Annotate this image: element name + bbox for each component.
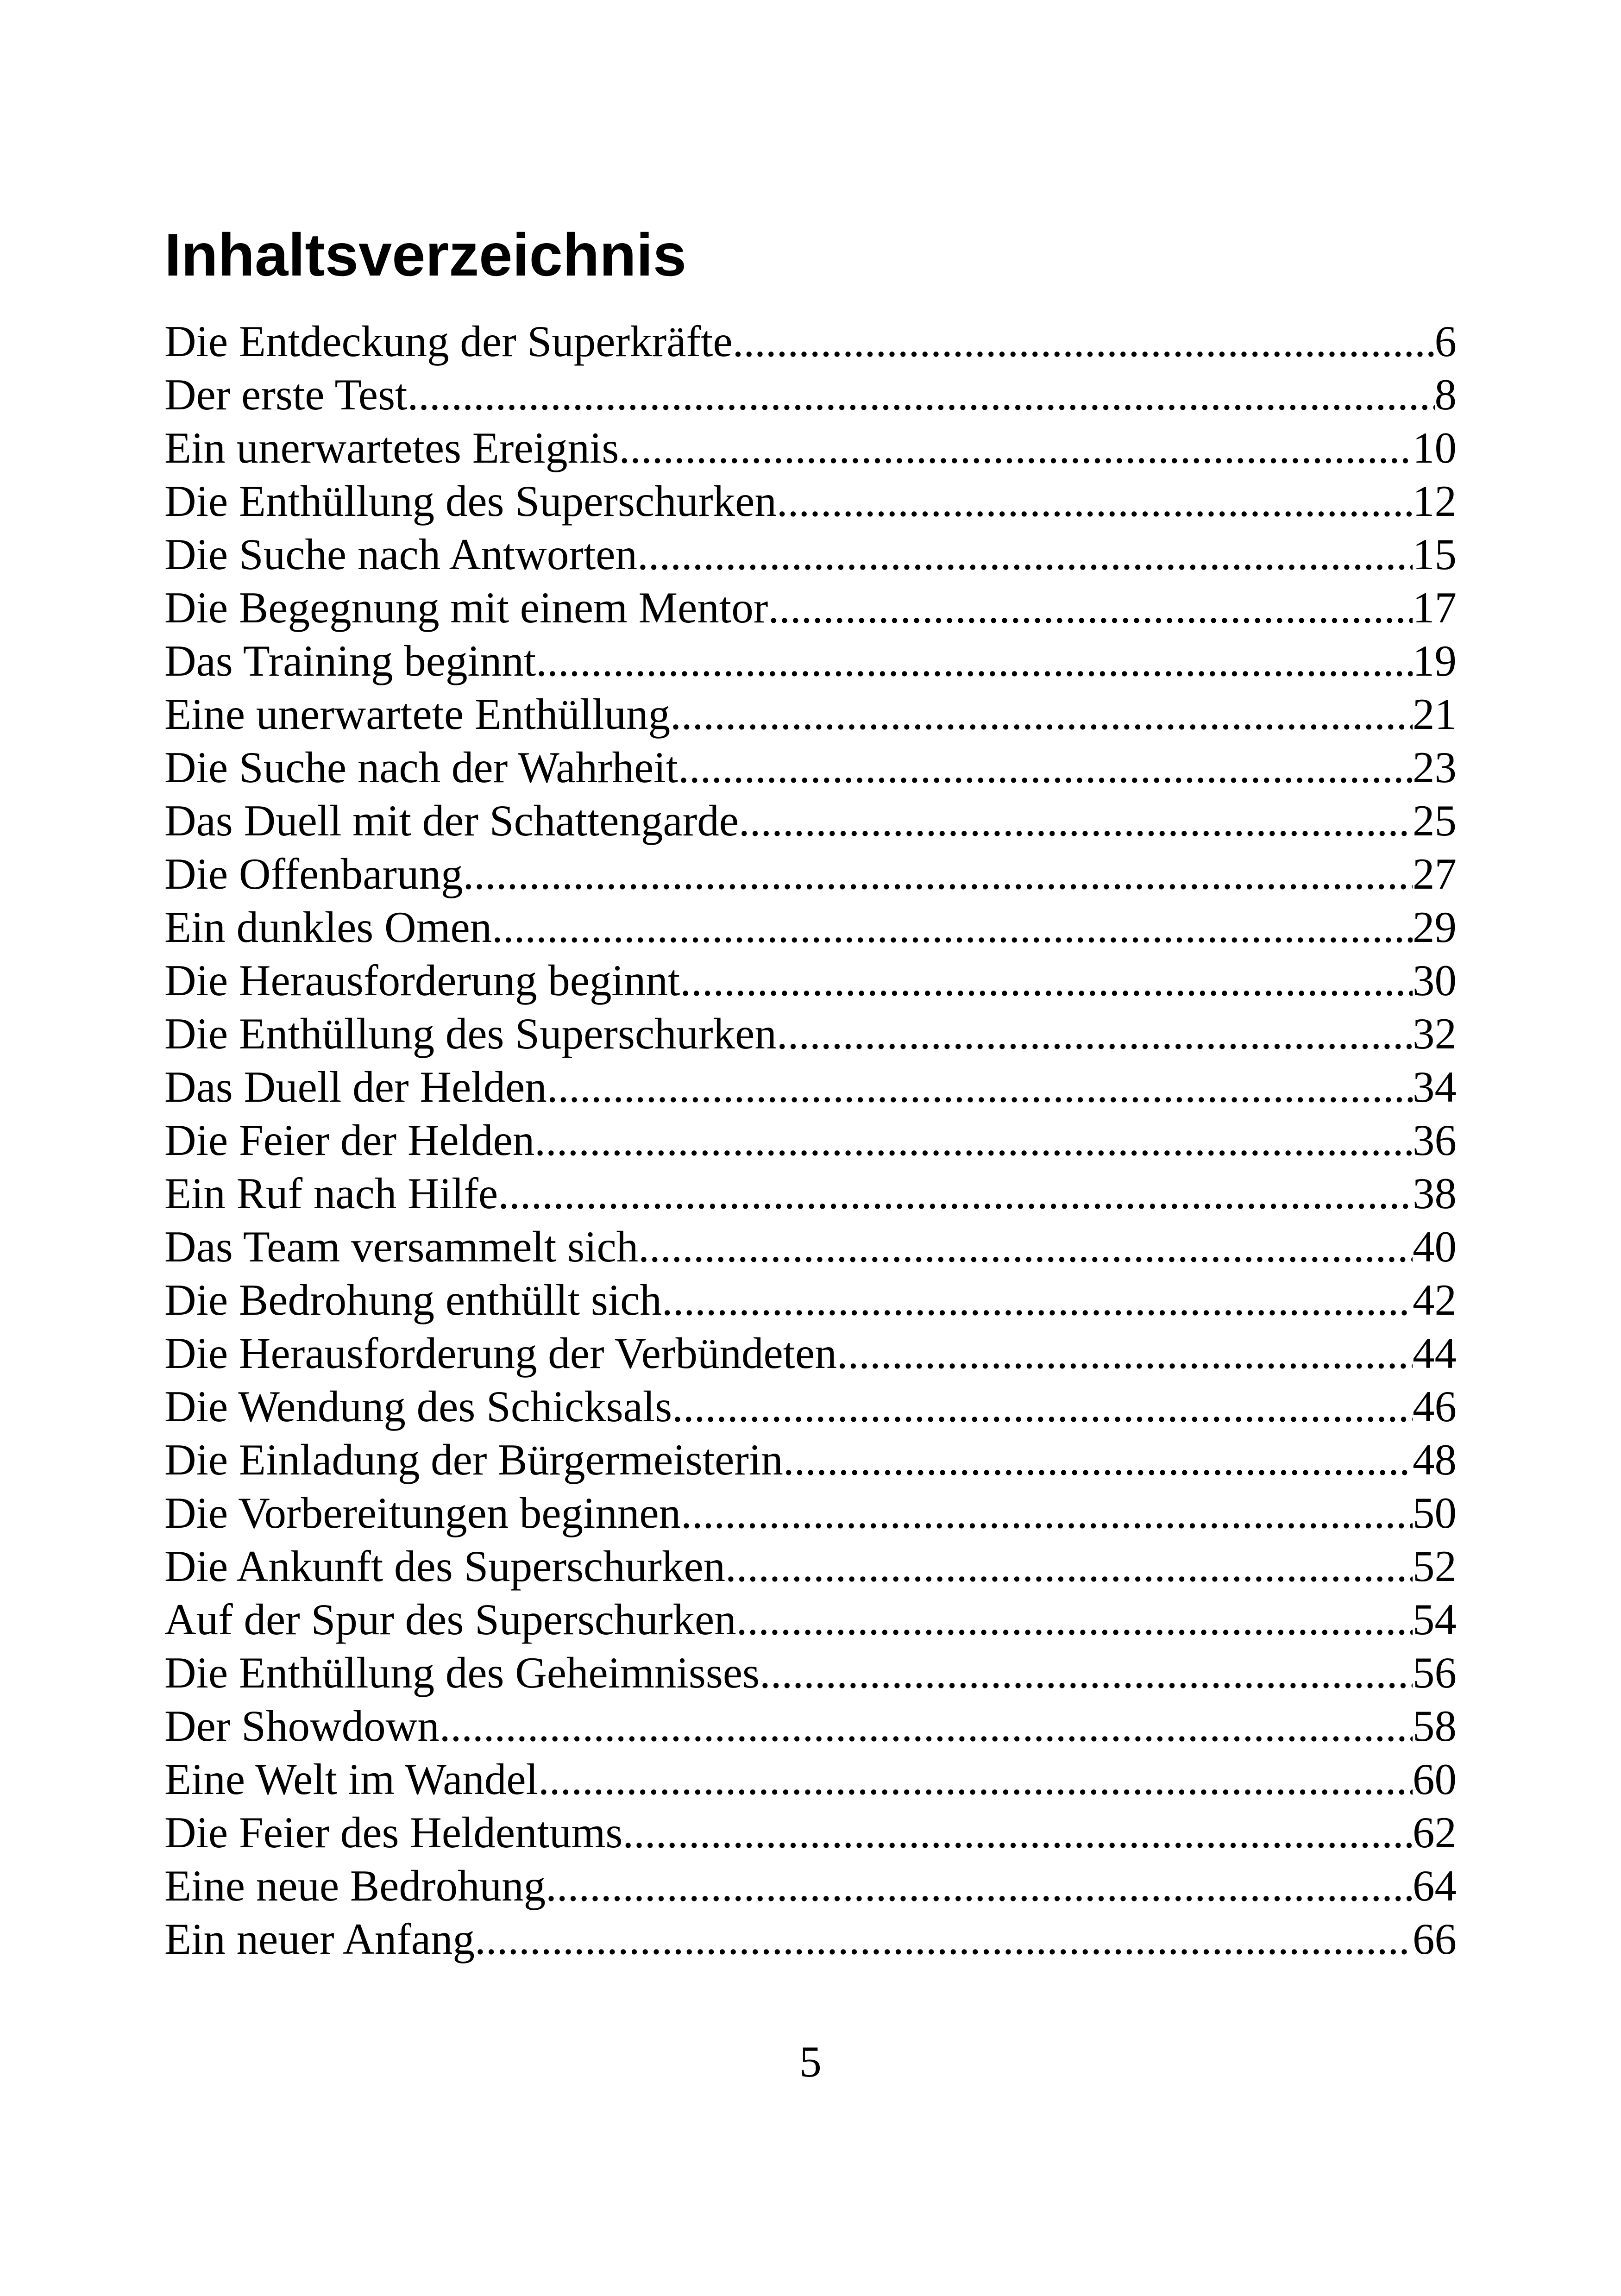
dot-leader bbox=[546, 1859, 1413, 1913]
toc-entry[interactable] bbox=[164, 634, 1457, 688]
dot-leader bbox=[680, 954, 1413, 1007]
toc-entry-page-number: 62 bbox=[1413, 1808, 1457, 1857]
dot-leader bbox=[407, 368, 1434, 421]
toc-entry-page-number: 17 bbox=[1413, 583, 1457, 632]
toc-entry-title: Ein unerwartetes Ereignis bbox=[164, 423, 619, 472]
toc-entry[interactable] bbox=[164, 794, 1457, 847]
toc-entry-title: Eine Welt im Wandel bbox=[164, 1755, 538, 1804]
toc-entry-title: Eine unerwartete Enthüllung bbox=[164, 690, 671, 739]
toc-entry[interactable] bbox=[164, 368, 1457, 421]
toc-entry-page-number: 52 bbox=[1413, 1542, 1457, 1591]
dot-leader bbox=[736, 1593, 1413, 1646]
dot-leader bbox=[739, 794, 1413, 847]
toc-entry-page-number: 42 bbox=[1413, 1275, 1457, 1324]
toc-entry-title: Die Enthüllung des Superschurken bbox=[164, 477, 777, 526]
dot-leader bbox=[837, 1327, 1413, 1380]
toc-entry-page-number: 46 bbox=[1413, 1382, 1457, 1431]
dot-leader bbox=[672, 1380, 1413, 1433]
toc-entry-page-number: 15 bbox=[1413, 530, 1457, 579]
toc-entry-page-number: 6 bbox=[1434, 317, 1457, 366]
toc-entry-title: Die Enthüllung des Geheimnisses bbox=[164, 1648, 760, 1697]
toc-entry[interactable] bbox=[164, 315, 1457, 368]
toc-entry-page-number: 66 bbox=[1413, 1914, 1457, 1964]
toc-entry-page-number: 8 bbox=[1434, 370, 1457, 419]
toc-entry-page-number: 27 bbox=[1413, 849, 1457, 898]
toc-entry-page-number: 25 bbox=[1413, 796, 1457, 845]
toc-entry[interactable] bbox=[164, 1327, 1457, 1380]
dot-leader bbox=[678, 741, 1413, 794]
toc-entry-page-number: 30 bbox=[1413, 956, 1457, 1005]
toc-entry[interactable] bbox=[164, 688, 1457, 741]
toc-entry[interactable] bbox=[164, 1646, 1457, 1700]
toc-entry-title: Die Herausforderung beginnt bbox=[164, 956, 680, 1005]
toc-entry-page-number: 29 bbox=[1413, 903, 1457, 952]
toc-entry[interactable] bbox=[164, 1753, 1457, 1806]
toc-entry[interactable] bbox=[164, 1273, 1457, 1327]
toc-entry-title: Die Suche nach Antworten bbox=[164, 530, 637, 579]
toc-entry-title: Das Training beginnt bbox=[164, 636, 536, 685]
dot-leader bbox=[538, 1753, 1413, 1806]
toc-entry[interactable] bbox=[164, 1220, 1457, 1273]
dot-leader bbox=[619, 421, 1413, 475]
toc-entry-page-number: 64 bbox=[1413, 1861, 1457, 1910]
dot-leader bbox=[681, 1487, 1413, 1540]
toc-entry[interactable] bbox=[164, 847, 1457, 901]
page-title: Inhaltsverzeichnis bbox=[164, 221, 687, 289]
toc-entry[interactable] bbox=[164, 1540, 1457, 1593]
toc-entry[interactable] bbox=[164, 1380, 1457, 1433]
toc-entry-page-number: 12 bbox=[1413, 477, 1457, 526]
toc-entry[interactable] bbox=[164, 741, 1457, 794]
toc-entry-title: Die Feier des Heldentums bbox=[164, 1808, 623, 1857]
page-number: 5 bbox=[799, 2037, 822, 2086]
toc-entry-title: Das Duell mit der Schattengarde bbox=[164, 796, 739, 845]
dot-leader bbox=[725, 1540, 1413, 1593]
toc-entry[interactable] bbox=[164, 1913, 1457, 1966]
toc-entry[interactable] bbox=[164, 1167, 1457, 1220]
dot-leader bbox=[637, 528, 1413, 581]
toc-entry[interactable] bbox=[164, 1114, 1457, 1167]
dot-leader bbox=[760, 1646, 1413, 1700]
toc-entry-page-number: 10 bbox=[1413, 423, 1457, 472]
dot-leader bbox=[536, 634, 1413, 688]
dot-leader bbox=[498, 1167, 1413, 1220]
toc-entry-page-number: 58 bbox=[1413, 1701, 1457, 1750]
dot-leader bbox=[547, 1060, 1413, 1114]
toc-entry-title: Das Duell der Helden bbox=[164, 1062, 547, 1111]
dot-leader bbox=[622, 1806, 1413, 1859]
dot-leader bbox=[463, 847, 1413, 901]
toc-entry-page-number: 36 bbox=[1413, 1116, 1457, 1165]
toc-entry-page-number: 38 bbox=[1413, 1169, 1457, 1218]
toc-entry-page-number: 40 bbox=[1413, 1222, 1457, 1271]
dot-leader bbox=[475, 1913, 1413, 1966]
toc-entry[interactable] bbox=[164, 1433, 1457, 1487]
toc-entry[interactable] bbox=[164, 475, 1457, 528]
toc-entry[interactable] bbox=[164, 581, 1457, 634]
toc-entry-title: Die Entdeckung der Superkräfte bbox=[164, 317, 733, 366]
dot-leader bbox=[662, 1273, 1413, 1327]
dot-leader bbox=[777, 475, 1413, 528]
toc-entry-page-number: 60 bbox=[1413, 1755, 1457, 1804]
toc-entry-title: Ein dunkles Omen bbox=[164, 903, 492, 952]
toc-entry[interactable] bbox=[164, 1700, 1457, 1753]
toc-entry-title: Die Begegnung mit einem Mentor bbox=[164, 583, 768, 632]
toc-entry[interactable] bbox=[164, 1859, 1457, 1913]
toc-entry-title: Auf der Spur des Superschurken bbox=[164, 1595, 736, 1644]
dot-leader bbox=[534, 1114, 1413, 1167]
toc-entry-page-number: 32 bbox=[1413, 1009, 1457, 1058]
toc-entry-page-number: 23 bbox=[1413, 743, 1457, 792]
dot-leader bbox=[777, 1007, 1413, 1060]
toc-entry-title: Der Showdown bbox=[164, 1701, 440, 1750]
toc-entry-title: Die Einladung der Bürgermeisterin bbox=[164, 1435, 783, 1484]
dot-leader bbox=[768, 581, 1413, 634]
toc-entry[interactable] bbox=[164, 954, 1457, 1007]
toc-entry-title: Die Suche nach der Wahrheit bbox=[164, 743, 679, 792]
toc-entry[interactable] bbox=[164, 421, 1457, 475]
toc-entry-title: Die Wendung des Schicksals bbox=[164, 1382, 672, 1431]
toc-entry[interactable] bbox=[164, 1806, 1457, 1859]
toc-entry-page-number: 44 bbox=[1413, 1329, 1457, 1378]
toc-entry[interactable] bbox=[164, 528, 1457, 581]
toc-entry-page-number: 21 bbox=[1413, 690, 1457, 739]
table-of-contents bbox=[164, 315, 1457, 1966]
toc-entry-page-number: 34 bbox=[1413, 1062, 1457, 1111]
toc-entry[interactable] bbox=[164, 1060, 1457, 1114]
toc-entry-title: Eine neue Bedrohung bbox=[164, 1861, 546, 1910]
dot-leader bbox=[670, 688, 1413, 741]
toc-entry-page-number: 50 bbox=[1413, 1488, 1457, 1537]
toc-entry-title: Die Ankunft des Superschurken bbox=[164, 1542, 726, 1591]
toc-entry[interactable] bbox=[164, 901, 1457, 954]
toc-entry-page-number: 54 bbox=[1413, 1595, 1457, 1644]
toc-entry-title: Ein neuer Anfang bbox=[164, 1914, 475, 1964]
toc-entry-title: Die Enthüllung des Superschurken bbox=[164, 1009, 777, 1058]
toc-entry-title: Die Vorbereitungen beginnen bbox=[164, 1488, 681, 1537]
dot-leader bbox=[492, 901, 1413, 954]
toc-entry[interactable] bbox=[164, 1487, 1457, 1540]
toc-entry-title: Ein Ruf nach Hilfe bbox=[164, 1169, 498, 1218]
toc-entry-title: Die Offenbarung bbox=[164, 849, 463, 898]
toc-entry-title: Die Herausforderung der Verbündeten bbox=[164, 1329, 837, 1378]
toc-entry-page-number: 56 bbox=[1413, 1648, 1457, 1697]
toc-entry[interactable] bbox=[164, 1593, 1457, 1646]
dot-leader bbox=[638, 1220, 1413, 1273]
toc-entry-title: Das Team versammelt sich bbox=[164, 1222, 639, 1271]
toc-entry-title: Die Feier der Helden bbox=[164, 1116, 535, 1165]
toc-entry-title: Die Bedrohung enthüllt sich bbox=[164, 1275, 662, 1324]
toc-entry[interactable] bbox=[164, 1007, 1457, 1060]
dot-leader bbox=[733, 315, 1435, 368]
dot-leader bbox=[440, 1700, 1413, 1753]
toc-entry-page-number: 48 bbox=[1413, 1435, 1457, 1484]
dot-leader bbox=[783, 1433, 1413, 1487]
toc-entry-title: Der erste Test bbox=[164, 370, 408, 419]
toc-entry-page-number: 19 bbox=[1413, 636, 1457, 685]
